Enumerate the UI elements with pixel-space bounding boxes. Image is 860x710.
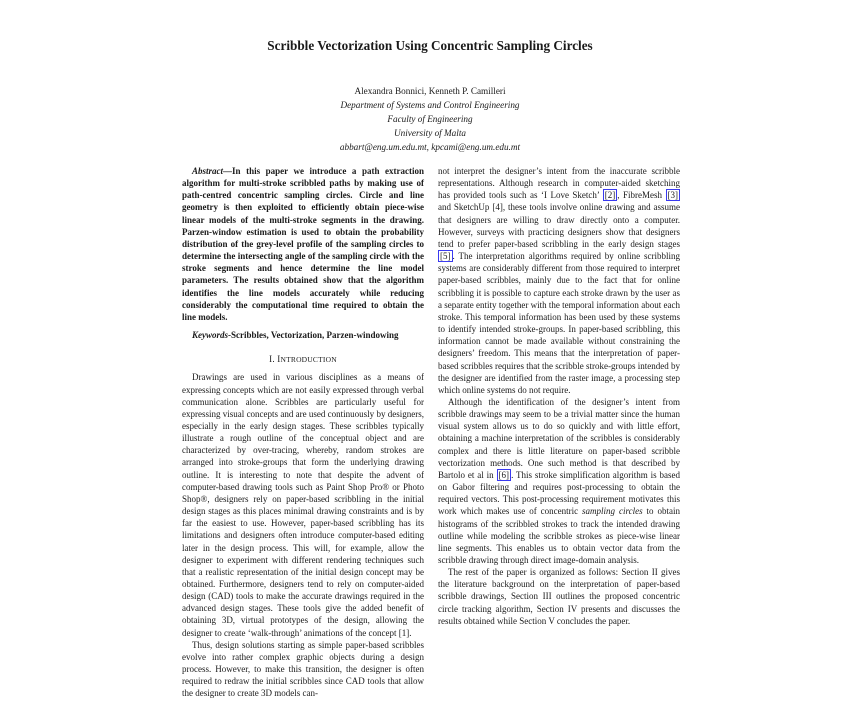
left-column xyxy=(182,165,424,700)
text-run: , FibreMesh xyxy=(617,190,666,201)
intro-paragraph-2: Thus, design solutions starting as simple paper-based scribbles evolve into rather complex graphic objects during a design process. However, to make this transition, the designer is often required to redraw the initial scribbles since CAD tools that allow the designer to create 3D models can- xyxy=(182,639,424,699)
text-run: and SketchUp [4], these tools involve online drawing and assume that designers are willing to draw directly onto a computer. However, surveys with practicing designers show that designers tend to prefer paper-based scribbling in the early design stages xyxy=(438,202,680,249)
section-number: I. xyxy=(269,354,275,365)
keywords xyxy=(182,329,424,341)
right-paragraph-3: The rest of the paper is organized as follows: Section II gives the literature background on the interpretation of paper-based scribble drawings, Section III outlines the proposed concentric circle tracking algorithm, Section IV presents and discusses the results obtained while Section V concludes the paper. xyxy=(438,567,680,626)
citation-link-2[interactable]: [2] xyxy=(604,190,616,201)
citation-link-6[interactable]: [6] xyxy=(498,469,510,480)
right-column xyxy=(438,165,680,627)
right-paragraph-1 xyxy=(438,165,680,396)
text-run: to obtain histograms of the scribbled strokes to track the intended drawing outline while modeling the scribble strokes as piece-wise linear line segments. This enables us to obtain vector data from the scribble drawing through direct image-domain analysis. xyxy=(438,506,680,565)
text-run: . This stroke simplification algorithm is based on Gabor filtering and requires post-processing to obtain the required vectors. This post-processing requirement motivates this work which makes use of concentric xyxy=(438,469,680,517)
affiliation-faculty: Faculty of Engineering xyxy=(387,114,473,124)
section-heading-initial: I xyxy=(277,354,281,365)
text-run: . The interpretation algorithms required by online scribbling systems are considerably different from those required to interpret paper-based scribbles, mainly due to the fact that for online scribbling it is possible to capture each stroke drawn by the user as a separate entity together with the temporal information about each stroke. This temporal information has been used by these systems to identify intended stroke-groups. In paper-based scribbling, this information cannot be made available without constraining the designers’ freedom. This means that the interpretation of paper-based scribbles requires that the scribble stroke-groups intended by the designer are identified from the raster image, a processing step which online systems do not require. xyxy=(438,251,680,395)
intro-paragraph-1: Drawings are used in various disciplines as a means of expressing concepts which are not easily expressed through verbal communication alone. Scribbles are particularly useful for expressing visual concepts and are used continuously by designers, especially in the early design stages. These scribbles typically illustrate a rough outline of the conceptual object and are characterized by over-tracing, whereby, random strokes are arranged into stroke-groups that form the underlying drawing outline. It is interesting to note that despite the advent of computer-based drawing tools such as Paint Shop Pro® or Photo Shop®, designers rely on paper-based scribbling in the initial design stages as this places minimal drawing constraints and is by far the easiest to use. However, paper-based scribbling has its limitations and designers often introduce computer-based editing later in the design process. This will, for example, allow the designer to experiment with different rendering techniques such that a realistic representation of the initial design concept may be obtained. Furthermore, designers tend to rely on computer-aided design (CAD) tools to make the accurate drawings required in the advanced design stages. These tools give the added benefit of obtaining 3D, virtual prototypes of the design, allowing the designer to create ‘walk-through’ animations of the concept [1]. xyxy=(182,372,424,638)
author-names: Alexandra Bonnici, Kenneth P. Camilleri xyxy=(354,86,506,96)
right-paragraph-2 xyxy=(438,396,680,566)
keywords-lead: Keywords xyxy=(192,330,228,341)
author-block xyxy=(0,84,860,154)
section-heading-introduction xyxy=(182,353,424,366)
affiliation-department: Department of Systems and Control Engineering xyxy=(340,100,520,110)
paper-title: Scribble Vectorization Using Concentric Sampling Circles xyxy=(267,38,593,53)
section-heading-rest: NTRODUCTION xyxy=(280,355,337,365)
abstract-text: —In this paper we introduce a path extraction algorithm for multi-stroke scribbled paths by making use of path-centred concentric sampling circles. Circle and line geometry is then exploited to efficiently obtain piece-wise linear models of the multi-stroke segments in the drawing. Parzen-window estimation is used to obtain the probability distribution of the grey-level profile of the sampling circles to determine the intersecting angle of the sampling circle with the stroke segments and hence determine the line model parameters. The results obtained show that the algorithm identifies the line models accurately while reducing considerably the computational time required to obtain the line models. xyxy=(182,166,424,322)
keywords-text: -Scribbles, Vectorization, Parzen-windowing xyxy=(228,330,399,341)
affiliation-university: University of Malta xyxy=(394,128,466,138)
abstract xyxy=(182,165,424,323)
abstract-lead: Abstract xyxy=(192,166,224,176)
citation-link-5[interactable]: [5] xyxy=(440,251,451,262)
author-emails: abbart@eng.um.edu.mt, kpcami@eng.um.edu.mt xyxy=(339,142,521,152)
text-run: Although the identification of the designer’s intent from scribble drawings may seem to be a trivial matter since the human visual system allows us to do so quickly and with little effort, obtaining a machine interpretation of the scribbles is considerably complex and there is little literature on paper-based scribble vectorization methods. One such method is that described by Bartolo et al in xyxy=(438,396,680,480)
emphasis-text: sampling circles xyxy=(582,506,643,517)
citation-link-3[interactable]: [3] xyxy=(667,190,678,201)
text-run: not interpret the designer’s intent from the inaccurate scribble representations. Although research in computer-aided sketching has provided tools such as ‘I Love Sketch’ xyxy=(438,166,680,201)
